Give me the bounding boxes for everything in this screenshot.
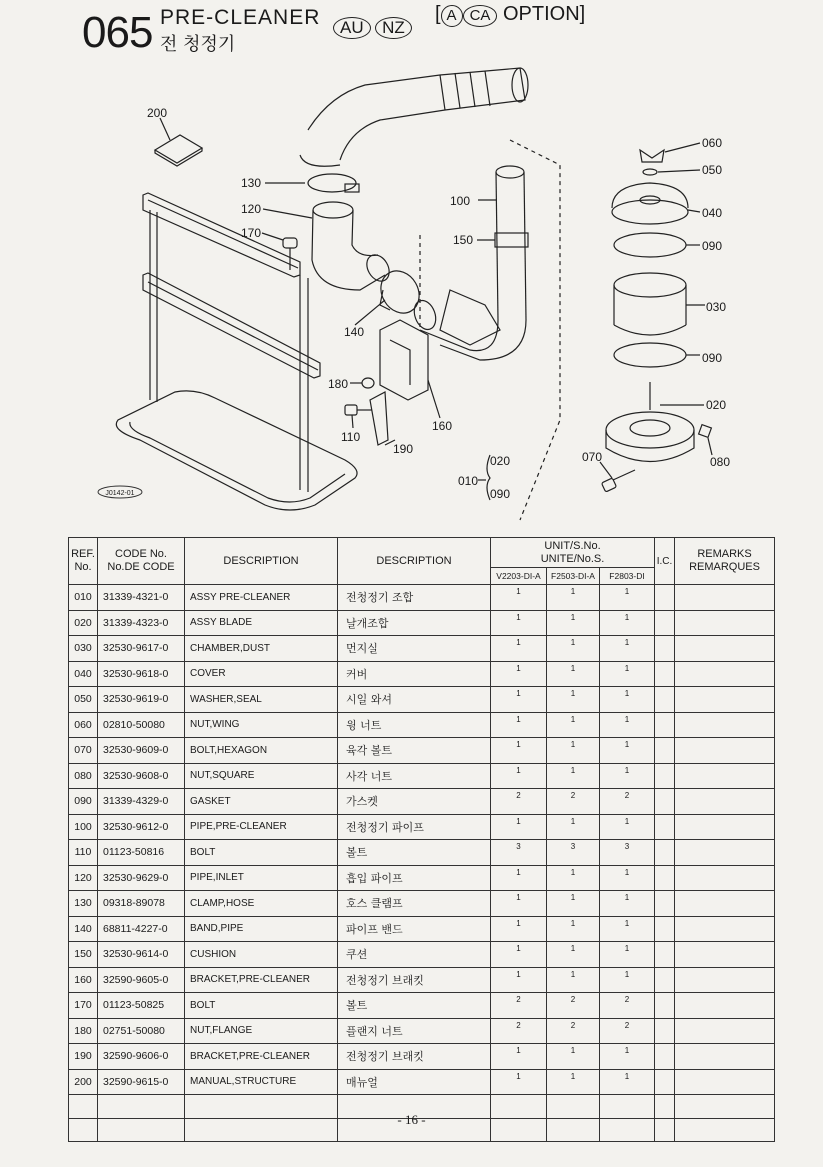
cell-description: BRACKET,PRE-CLEANER <box>185 967 338 993</box>
cell-description-ko: 볼트 <box>338 840 491 866</box>
cell-qty-v2203: 1 <box>491 585 547 611</box>
cell-qty-f2803: 1 <box>600 865 655 891</box>
cell-ref: 160 <box>69 967 98 993</box>
callout-020-range: 020 <box>490 454 511 468</box>
cell-remarks <box>675 891 775 917</box>
table-row <box>69 916 775 942</box>
cell-ic <box>655 1044 675 1070</box>
cell-ic <box>655 993 675 1019</box>
bracket-190-drawing <box>370 392 388 445</box>
cell-ic <box>655 1069 675 1095</box>
cell-code: 31339-4321-0 <box>98 585 185 611</box>
bolt-170-drawing <box>283 238 297 270</box>
cell-ic <box>655 840 675 866</box>
cell-code: 32530-9617-0 <box>98 636 185 662</box>
cell-qty-f2803: 1 <box>600 661 655 687</box>
table-row <box>69 636 775 662</box>
cell-description: PIPE,PRE-CLEANER <box>185 814 338 840</box>
cell-description-ko: 날개조합 <box>338 610 491 636</box>
gasket-upper-drawing <box>614 233 686 257</box>
cell-qty-f2503: 1 <box>547 636 600 662</box>
cell-code: 32590-9615-0 <box>98 1069 185 1095</box>
cell-ref: 060 <box>69 712 98 738</box>
cell-qty-f2803: 2 <box>600 1018 655 1044</box>
callout-200: 200 <box>147 106 168 120</box>
cell-description-ko: 전청정기 조합 <box>338 585 491 611</box>
cell-ref: 030 <box>69 636 98 662</box>
cell-qty-v2203: 1 <box>491 891 547 917</box>
callout-170: 170 <box>241 226 262 240</box>
cell-code: 32530-9629-0 <box>98 865 185 891</box>
cell-ic <box>655 636 675 662</box>
bracket-close: ] <box>579 3 586 25</box>
cell-qty-f2803: 1 <box>600 1044 655 1070</box>
cell-code: 01123-50825 <box>98 993 185 1019</box>
cell-qty-f2803: 3 <box>600 840 655 866</box>
hex-bolt-drawing <box>601 470 635 492</box>
title-en: PRE-CLEANER <box>160 6 321 29</box>
page-number: - 16 - <box>397 1112 426 1127</box>
cell-ref: 170 <box>69 993 98 1019</box>
table-row <box>69 1069 775 1095</box>
cell-qty-f2803: 1 <box>600 585 655 611</box>
cell-remarks <box>675 1044 775 1070</box>
callout-150: 150 <box>453 233 474 247</box>
callout-090-lower: 090 <box>702 351 723 365</box>
cell-description-ko: 육각 볼트 <box>338 738 491 764</box>
cell-remarks <box>675 687 775 713</box>
cell-qty-f2503: 1 <box>547 610 600 636</box>
clamp-drawing <box>308 174 359 192</box>
cell-qty-f2803: 1 <box>600 636 655 662</box>
washer-drawing <box>643 169 657 175</box>
cell-description-ko: 호스 클램프 <box>338 891 491 917</box>
exploded-diagram <box>0 0 823 535</box>
callout-090-upper: 090 <box>702 239 723 253</box>
cell-ref: 180 <box>69 1018 98 1044</box>
cell-qty-f2803: 1 <box>600 1069 655 1095</box>
cell-ref: 190 <box>69 1044 98 1070</box>
cell-remarks <box>675 1069 775 1095</box>
cell-qty-f2503: 3 <box>547 840 600 866</box>
cell-description: BOLT <box>185 993 338 1019</box>
cell-description: CLAMP,HOSE <box>185 891 338 917</box>
callout-160: 160 <box>432 419 453 433</box>
blade-assy-drawing <box>606 382 694 462</box>
cell-remarks <box>675 942 775 968</box>
table-row <box>69 840 775 866</box>
square-nut-drawing <box>699 425 712 438</box>
cell-code: 32530-9614-0 <box>98 942 185 968</box>
cell-qty-f2503: 1 <box>547 1069 600 1095</box>
table-row <box>69 993 775 1019</box>
cell-description: BOLT <box>185 840 338 866</box>
cell-ic <box>655 585 675 611</box>
cell-qty-v2203: 1 <box>491 967 547 993</box>
cell-qty-f2503: 2 <box>547 789 600 815</box>
cell-description: BAND,PIPE <box>185 916 338 942</box>
cell-ref: 070 <box>69 738 98 764</box>
header-unit: UNIT/S.No. UNITE/No.S. <box>491 538 655 568</box>
cell-qty-f2503: 1 <box>547 814 600 840</box>
cell-qty-f2803: 1 <box>600 942 655 968</box>
cell-ic <box>655 738 675 764</box>
cell-ref: 090 <box>69 789 98 815</box>
cell-ic <box>655 789 675 815</box>
cell-description: BOLT,HEXAGON <box>185 738 338 764</box>
cell-ref: 150 <box>69 942 98 968</box>
header-desc-ko: DESCRIPTION <box>338 538 491 585</box>
table-row <box>69 763 775 789</box>
callout-130: 130 <box>241 176 262 190</box>
table-row <box>69 1044 775 1070</box>
table-row <box>69 967 775 993</box>
header-ic: I.C. <box>655 538 675 585</box>
cell-ic <box>655 967 675 993</box>
table-row <box>69 661 775 687</box>
callout-080: 080 <box>710 455 731 469</box>
table-row <box>69 891 775 917</box>
cell-description: CHAMBER,DUST <box>185 636 338 662</box>
cell-qty-f2803: 1 <box>600 814 655 840</box>
option-text: OPTION <box>502 3 580 25</box>
bolt-110-drawing <box>345 405 372 415</box>
cell-code: 32590-9605-0 <box>98 967 185 993</box>
cell-description: MANUAL,STRUCTURE <box>185 1069 338 1095</box>
cell-qty-f2503: 1 <box>547 687 600 713</box>
cell-code: 32530-9619-0 <box>98 687 185 713</box>
cell-qty-f2803: 2 <box>600 993 655 1019</box>
cell-description: COVER <box>185 661 338 687</box>
cell-remarks <box>675 993 775 1019</box>
cell-qty-f2803: 1 <box>600 687 655 713</box>
cell-description-ko: 흡입 파이프 <box>338 865 491 891</box>
cell-qty-v2203: 1 <box>491 1069 547 1095</box>
cell-qty-v2203: 1 <box>491 916 547 942</box>
cell-code: 31339-4329-0 <box>98 789 185 815</box>
cell-description-ko: 파이프 밴드 <box>338 916 491 942</box>
cell-description: ASSY BLADE <box>185 610 338 636</box>
cell-ic <box>655 712 675 738</box>
cell-description: BRACKET,PRE-CLEANER <box>185 1044 338 1070</box>
callout-020: 020 <box>706 398 727 412</box>
cell-qty-f2503: 1 <box>547 1044 600 1070</box>
cell-description-ko: 볼트 <box>338 993 491 1019</box>
bracket-160-drawing <box>380 320 428 400</box>
hose-drawing <box>300 68 528 166</box>
inlet-pipe-drawing <box>312 202 394 290</box>
cell-qty-f2503: 1 <box>547 916 600 942</box>
cell-description: NUT,WING <box>185 712 338 738</box>
cell-remarks <box>675 636 775 662</box>
cell-qty-v2203: 1 <box>491 712 547 738</box>
cover-drawing <box>612 183 688 224</box>
cell-qty-f2503: 2 <box>547 1018 600 1044</box>
cell-description-ko: 커버 <box>338 661 491 687</box>
cell-qty-f2503: 1 <box>547 865 600 891</box>
cell-ref: 080 <box>69 763 98 789</box>
cell-code: 32530-9609-0 <box>98 738 185 764</box>
cell-code: 32530-9612-0 <box>98 814 185 840</box>
cell-qty-f2503: 1 <box>547 891 600 917</box>
cell-description-ko: 전청정기 브래킷 <box>338 967 491 993</box>
table-row <box>69 814 775 840</box>
cell-qty-v2203: 1 <box>491 738 547 764</box>
header-code: CODE No. No.DE CODE <box>98 538 185 585</box>
cell-code: 09318-89078 <box>98 891 185 917</box>
cell-description-ko: 전청정기 파이프 <box>338 814 491 840</box>
cell-ref: 130 <box>69 891 98 917</box>
cell-description-ko: 플랜지 너트 <box>338 1018 491 1044</box>
cell-ref: 140 <box>69 916 98 942</box>
cell-qty-f2803: 1 <box>600 610 655 636</box>
cell-qty-v2203: 1 <box>491 865 547 891</box>
cell-ref: 040 <box>69 661 98 687</box>
cell-remarks <box>675 840 775 866</box>
option-ca-badge: CA <box>463 5 498 27</box>
table-row <box>69 789 775 815</box>
table-row <box>69 1018 775 1044</box>
cell-code: 32530-9608-0 <box>98 763 185 789</box>
table-row <box>69 585 775 611</box>
header-model-3: F2803-DI <box>600 568 655 585</box>
callout-040: 040 <box>702 206 723 220</box>
cell-code: 31339-4323-0 <box>98 610 185 636</box>
callout-050: 050 <box>702 163 723 177</box>
market-nz-badge: NZ <box>375 17 412 39</box>
cell-qty-v2203: 2 <box>491 1018 547 1044</box>
cell-qty-f2803: 1 <box>600 712 655 738</box>
page-code: 065 <box>82 8 153 57</box>
cell-qty-f2503: 1 <box>547 661 600 687</box>
cell-description-ko: 시일 와셔 <box>338 687 491 713</box>
band-drawing <box>373 264 426 320</box>
cell-description-ko: 먼지실 <box>338 636 491 662</box>
cell-description: NUT,SQUARE <box>185 763 338 789</box>
cell-ref: 120 <box>69 865 98 891</box>
wing-nut-drawing <box>640 150 664 162</box>
bracket-open: [ <box>435 3 441 25</box>
cell-remarks <box>675 789 775 815</box>
cell-remarks <box>675 916 775 942</box>
callout-140: 140 <box>344 325 365 339</box>
figure-id: J0142-01 <box>105 490 135 497</box>
cell-code: 02751-50080 <box>98 1018 185 1044</box>
cell-remarks <box>675 610 775 636</box>
cell-description-ko: 윙 너트 <box>338 712 491 738</box>
cell-description-ko: 쿠션 <box>338 942 491 968</box>
callout-090-range: 090 <box>490 487 511 501</box>
header-model-1: V2203-DI-A <box>491 568 547 585</box>
title-ko: 전 청정기 <box>160 34 236 55</box>
cell-code: 32590-9606-0 <box>98 1044 185 1070</box>
cell-qty-f2803: 1 <box>600 763 655 789</box>
cell-qty-v2203: 1 <box>491 661 547 687</box>
cell-code: 32530-9618-0 <box>98 661 185 687</box>
callout-100: 100 <box>450 194 471 208</box>
cell-qty-f2503: 2 <box>547 993 600 1019</box>
cell-qty-v2203: 1 <box>491 942 547 968</box>
cell-description-ko: 전청정기 브래킷 <box>338 1044 491 1070</box>
header-model-2: F2503-DI-A <box>547 568 600 585</box>
cell-ref: 200 <box>69 1069 98 1095</box>
cell-qty-v2203: 1 <box>491 636 547 662</box>
cell-ref: 050 <box>69 687 98 713</box>
callout-180: 180 <box>328 377 349 391</box>
cell-ic <box>655 865 675 891</box>
cell-description-ko: 사각 너트 <box>338 763 491 789</box>
cell-ic <box>655 610 675 636</box>
cell-remarks <box>675 865 775 891</box>
cell-ic <box>655 1018 675 1044</box>
cell-remarks <box>675 585 775 611</box>
cell-description-ko: 매뉴얼 <box>338 1069 491 1095</box>
cell-code: 68811-4227-0 <box>98 916 185 942</box>
cell-remarks <box>675 967 775 993</box>
cell-qty-f2503: 1 <box>547 712 600 738</box>
option-a-badge: A <box>441 5 463 27</box>
cell-description: NUT,FLANGE <box>185 1018 338 1044</box>
cell-description: PIPE,INLET <box>185 865 338 891</box>
header-ref: REF. No. <box>69 538 98 585</box>
callout-030: 030 <box>706 300 727 314</box>
cell-qty-v2203: 1 <box>491 687 547 713</box>
market-au-badge: AU <box>333 17 371 39</box>
cell-ic <box>655 942 675 968</box>
cell-ref: 010 <box>69 585 98 611</box>
header-remarks: REMARKS REMARQUES <box>675 538 775 585</box>
table-row <box>69 738 775 764</box>
cell-remarks <box>675 763 775 789</box>
callout-070: 070 <box>582 450 603 464</box>
cell-ic <box>655 916 675 942</box>
header-desc-en: DESCRIPTION <box>185 538 338 585</box>
cell-code: 02810-50080 <box>98 712 185 738</box>
callout-060: 060 <box>702 136 723 150</box>
cell-description: ASSY PRE-CLEANER <box>185 585 338 611</box>
cell-remarks <box>675 661 775 687</box>
cell-code: 01123-50816 <box>98 840 185 866</box>
cell-description: WASHER,SEAL <box>185 687 338 713</box>
cell-ic <box>655 763 675 789</box>
cell-qty-f2503: 1 <box>547 942 600 968</box>
cell-remarks <box>675 1018 775 1044</box>
table-row <box>69 942 775 968</box>
cell-qty-v2203: 2 <box>491 993 547 1019</box>
table-row <box>69 610 775 636</box>
cell-qty-v2203: 1 <box>491 610 547 636</box>
cell-qty-v2203: 2 <box>491 789 547 815</box>
cell-ref: 020 <box>69 610 98 636</box>
cell-qty-f2803: 1 <box>600 738 655 764</box>
cell-qty-v2203: 3 <box>491 840 547 866</box>
cell-ic <box>655 687 675 713</box>
table-row <box>69 712 775 738</box>
cell-qty-f2803: 1 <box>600 916 655 942</box>
cell-qty-f2503: 1 <box>547 763 600 789</box>
cell-ref: 110 <box>69 840 98 866</box>
table-row <box>69 865 775 891</box>
cell-ref: 100 <box>69 814 98 840</box>
callout-120: 120 <box>241 202 262 216</box>
cell-qty-v2203: 1 <box>491 814 547 840</box>
cell-ic <box>655 661 675 687</box>
cell-description: CUSHION <box>185 942 338 968</box>
callout-190: 190 <box>393 442 414 456</box>
cell-description-ko: 가스켓 <box>338 789 491 815</box>
cell-qty-f2503: 1 <box>547 585 600 611</box>
gasket-lower-drawing <box>614 343 686 367</box>
cell-ic <box>655 891 675 917</box>
cell-remarks <box>675 814 775 840</box>
cell-qty-v2203: 1 <box>491 763 547 789</box>
cell-description: GASKET <box>185 789 338 815</box>
cell-qty-f2803: 1 <box>600 891 655 917</box>
manual-drawing <box>155 135 202 166</box>
callout-110: 110 <box>341 430 361 444</box>
dust-chamber-drawing <box>614 273 686 335</box>
parts-table <box>68 537 775 1142</box>
cell-qty-f2803: 2 <box>600 789 655 815</box>
cell-qty-f2503: 1 <box>547 738 600 764</box>
cell-remarks <box>675 738 775 764</box>
cell-remarks <box>675 712 775 738</box>
frame-drawing <box>116 193 357 510</box>
nut-180-drawing <box>362 378 374 388</box>
cell-qty-v2203: 1 <box>491 1044 547 1070</box>
cell-qty-f2803: 1 <box>600 967 655 993</box>
cell-ic <box>655 814 675 840</box>
callout-010: 010 <box>458 474 479 488</box>
cell-qty-f2503: 1 <box>547 967 600 993</box>
table-row <box>69 687 775 713</box>
